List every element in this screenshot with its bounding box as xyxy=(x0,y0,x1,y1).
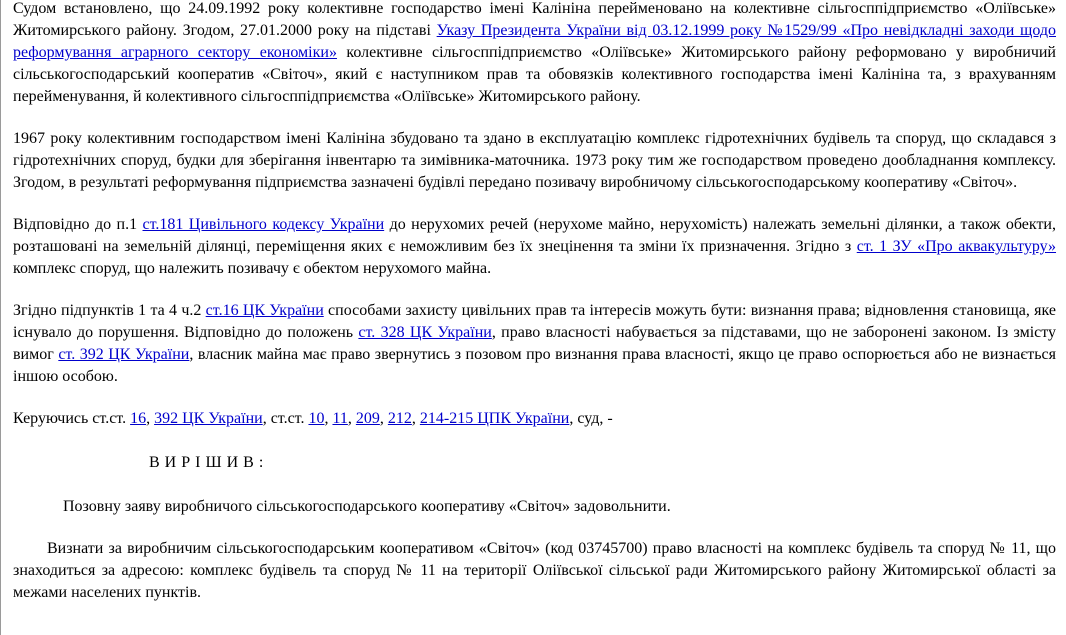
link-civil-code-art-328[interactable]: ст. 328 ЦК України xyxy=(358,324,492,341)
paragraph-construction-history: 1967 року колективним господарством імені Калініна збудовано та здано в експлуатацію комплекс гідротехнічних будівель та споруд, що складався з гідротехнічних споруд, будки для зберігання інвентарю та зимівника-маточника. 1973 року тим же господарством проведено дообладнання комплексу. Згодом, в результаті реформування підприємства зазначені будівлі передано позивачу виробничому сільськогосподарському кооперативу «Світоч». xyxy=(13,130,1056,191)
link-civil-code-art-16[interactable]: ст.16 ЦК України xyxy=(205,302,324,319)
paragraph-text: Судом встановлено, що 24.09.1992 року колективне господарство імені Калініна перейменовано на колективне сільгосппідприємство «Оліївське» Житомирського району. Згодом, 27.01.2000 року на підставі xyxy=(13,0,1056,39)
link-articles-214-215[interactable]: 214-215 ЦПК України xyxy=(419,410,570,427)
ruling-statement: Позовну заяву виробничого сільськогосподарського кооперативу «Світоч» задовольнити. xyxy=(63,498,671,515)
paragraph-text: Керуючись ст.ст. xyxy=(13,410,131,427)
paragraph-text: колективне сільгосппідприємство «Оліївське» Житомирського району реформовано у виробничий сільськогосподарський кооператив «Світоч», який є наступником прав та обовязків колективного господарства імені Калініна та, з врахуванням перейменування, й колективного сільгосппідприємства «Оліївське» Житомирського району. xyxy=(13,44,1056,105)
paragraph-legal-basis-real-estate xyxy=(13,214,1056,280)
separator: , xyxy=(411,410,420,427)
paragraph-text: Відповідно до п.1 xyxy=(13,216,143,233)
link-presidential-decree[interactable]: Указу Президента України від 03.12.1999 року №1529/99 «Про невідкладні заходи щодо реформування аграрного сектору економіки» xyxy=(13,22,1056,61)
link-article-16[interactable]: 16 xyxy=(130,410,147,427)
link-article-10[interactable]: 10 xyxy=(308,410,325,427)
paragraph-guided-by xyxy=(13,408,1056,430)
paragraph-text: Згідно підпунктів 1 та 4 ч.2 xyxy=(13,302,206,319)
paragraph-text: , ст.ст. xyxy=(262,410,309,427)
link-article-209[interactable]: 209 xyxy=(355,410,380,427)
paragraph-text: , власник майна має право звернутись з позовом про визнання права власності, якщо це право оспорюється або не визнається іншою особою. xyxy=(13,346,1057,385)
separator: , xyxy=(347,410,356,427)
separator: , xyxy=(146,410,155,427)
decision-statement: Визнати за виробничим сільськогосподарським кооперативом «Світоч» (код 03745700) право власності на комплекс будівель та споруд № 11, що знаходиться за адресою: комплекс будівель та споруд № 11 на території Оліївської сільської ради Житомирського району Житомирської області за межами населених пунктів. xyxy=(13,540,1056,601)
link-aquaculture-law-art-1[interactable]: ст. 1 ЗУ «Про аквакультуру» xyxy=(856,238,1057,255)
paragraph-text: комплекс споруд, що належить позивачу є обектом нерухомого майна. xyxy=(13,260,492,277)
paragraph-text: способами захисту цивільних прав та інтересів можуть бути: визнання права; відновлення становища, яке існувало до порушення. Відповідно до положень xyxy=(13,302,1056,341)
separator: , xyxy=(324,410,333,427)
paragraph-protection-of-rights xyxy=(13,300,1056,388)
link-article-11[interactable]: 11 xyxy=(332,410,348,427)
paragraph-background xyxy=(13,0,1056,108)
paragraph-text: до нерухомих речей (нерухоме майно, нерухомість) належать земельні ділянки, а також обекти, розташовані на земельній ділянці, переміщення яких є неможливим без їх знецінення та зміни їх призначення. Згідно з xyxy=(13,216,1056,255)
link-civil-code-art-392[interactable]: ст. 392 ЦК України xyxy=(58,346,190,363)
separator: , xyxy=(379,410,388,427)
paragraph-text: , суд, - xyxy=(569,410,613,427)
decision-heading: ВИРІШИВ: xyxy=(149,454,269,471)
link-article-392[interactable]: 392 ЦК України xyxy=(154,410,263,427)
paragraph-text: , право власності набувається за підставами, що не заборонені законом. Із змісту вимог xyxy=(13,324,1057,363)
link-civil-code-art-181[interactable]: ст.181 Цивільного кодексу України xyxy=(142,216,385,233)
document-body xyxy=(13,0,1056,604)
link-article-212[interactable]: 212 xyxy=(387,410,412,427)
